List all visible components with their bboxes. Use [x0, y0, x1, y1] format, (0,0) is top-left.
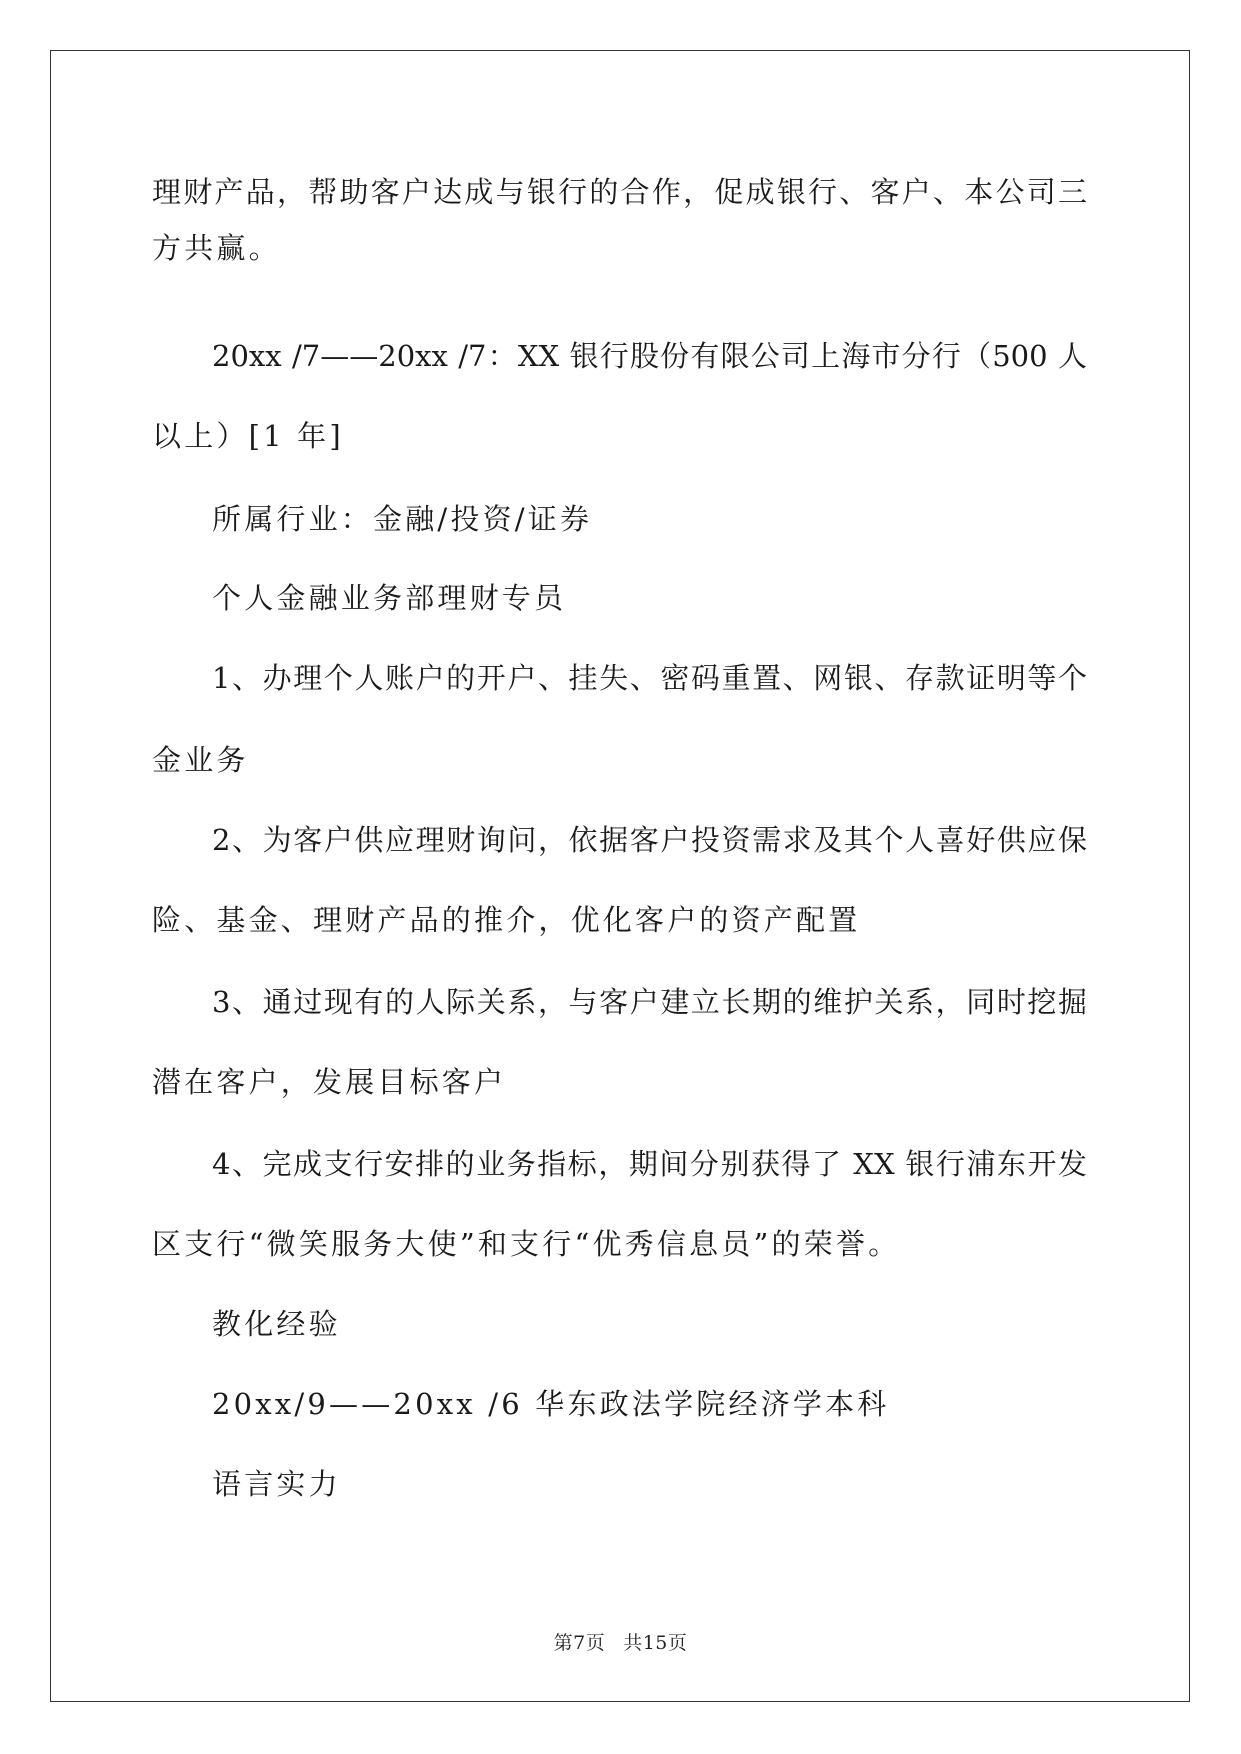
section-heading: 语言实力	[212, 1467, 341, 1501]
page-footer	[0, 1628, 1241, 1655]
paragraph-line: 2、为客户供应理财询问，依据客户投资需求及其个人喜好供应保	[212, 823, 1087, 857]
paragraph-line: 20xx /7——20xx /7：XX 银行股份有限公司上海市分行（500 人	[212, 339, 1087, 373]
paragraph-line: 所属行业：金融/投资/证券	[212, 502, 593, 536]
paragraph-line: 20xx/9——20xx /6 华东政法学院经济学本科	[212, 1387, 890, 1421]
paragraph-line: 个人金融业务部理财专员	[212, 581, 567, 615]
paragraph-line: 1、办理个人账户的开户、挂失、密码重置、网银、存款证明等个	[212, 661, 1087, 695]
paragraph-line: 4、完成支行安排的业务指标，期间分别获得了 XX 银行浦东开发	[212, 1147, 1087, 1181]
paragraph-line: 方共赢。	[152, 231, 281, 265]
page-border	[50, 50, 1190, 1702]
paragraph-line: 3、通过现有的人际关系，与客户建立长期的维护关系，同时挖掘	[212, 985, 1087, 1019]
paragraph-line: 金业务	[152, 743, 249, 777]
paragraph-line: 潜在客户，发展目标客户	[152, 1065, 507, 1099]
page-number: 第7页	[553, 1632, 606, 1654]
paragraph-line: 险、基金、理财产品的推介，优化客户的资产配置	[152, 903, 861, 937]
page-total: 共15页	[623, 1632, 688, 1654]
paragraph-line: 以上）[1 年]	[152, 419, 344, 453]
paragraph-line: 区支行“微笑服务大使”和支行“优秀信息员”的荣誉。	[152, 1227, 901, 1261]
paragraph-line: 理财产品，帮助客户达成与银行的合作，促成银行、客户、本公司三	[152, 175, 1087, 209]
section-heading: 教化经验	[212, 1307, 341, 1341]
